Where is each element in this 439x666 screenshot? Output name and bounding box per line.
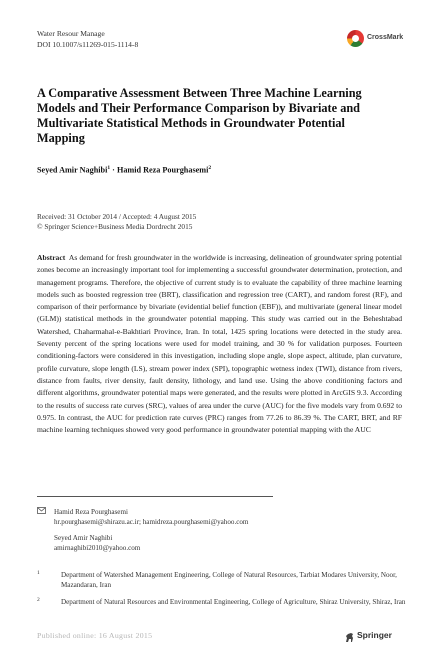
copyright: © Springer Science+Business Media Dordrecht 2015 <box>37 222 193 232</box>
author-line <box>37 165 211 175</box>
published-online: Published online: 16 August 2015 <box>37 631 153 640</box>
crossmark-label: CrossMark <box>367 34 404 41</box>
affiliation-marker: 1 <box>107 165 111 171</box>
abstract-text: As demand for fresh groundwater in the worldwide is increasing, delineation of groundwater spring potential zones become an increasingly important tool for implementing a successful groundwater determination, protection, and management programs. Therefore, the objective of current study is to evaluate the capability of three machine learning models such as boosted regression tree (BRT), classification and regression tree (CART), and random forest (RF), and comparison of their performance by bivariate (evidential belief function (EBF)), and multivariate (general linear model (GLM)) statistical methods in the groundwater potential mapping. This study was carried out in the Beheshtabad Watershed, Chaharmahal-e-Bakhtiari Province, Iran. In total, 1425 spring locations were detected in the study area. Seventy percent of the spring locations were used for model training, and 30 % for validation purposes. Fourteen conditioning-factors were considered in this investigation, including slope angle, slope aspect, altitude, plan curvature, profile curvature, slope length (LS), stream power index (SPI), topographic wetness index (TWI), distance from rivers, distance from faults, river density, fault density, lithology, and land use. Using the above conditioning factors and different algorithms, groundwater potential maps were generated, and the results were plotted in ArcGIS 9.3. According to the results of success rate curves (SRC), values of area under the curve (AUC) for the five models vary from 0.692 to 0.975. In contrast, the AUC for prediction rate curves (PRC) ranges from 77.26 to 86.39 %. The CART, BRT, and RF machine learning techniques showed very good performance in groundwater potential mapping with the AUC <box>37 253 402 435</box>
springer-horse-icon <box>344 630 355 641</box>
envelope-icon <box>37 507 54 517</box>
publication-history <box>37 212 196 232</box>
journal-name: Water Resour Manage <box>37 29 105 38</box>
affiliation-text: Department of Watershed Management Engineering, College of Natural Resources, Tarbiat Modares University, Noor, Mazandaran, Iran <box>61 571 397 590</box>
footnote-divider <box>37 496 273 497</box>
doi[interactable]: DOI 10.1007/s11269-015-1114-8 <box>37 39 139 49</box>
paper-title: A Comparative Assessment Between Three Machine Learning Models and Their Performance Comparison by Bivariate and Multivariate Statistical Methods in Groundwater Potential Mapping <box>37 86 362 146</box>
author-name[interactable]: Seyed Amir Naghibi <box>37 165 108 175</box>
affiliations <box>37 570 406 607</box>
affiliation-number: 1 <box>37 570 40 576</box>
affiliation-marker: 2 <box>208 165 212 171</box>
crossmark-badge[interactable] <box>347 30 409 50</box>
contact-name: Hamid Reza Pourghasemi <box>54 508 128 516</box>
affiliation-text: Department of Natural Resources and Environmental Engineering, College of Agriculture, Shiraz University, Shiraz, Iran <box>61 597 406 606</box>
affiliation-item <box>37 570 406 591</box>
correspondence <box>37 507 248 553</box>
abstract-label: Abstract <box>37 253 66 262</box>
abstract <box>37 252 402 436</box>
received-accepted: Received: 31 October 2014 / Accepted: 4 August 2015 <box>37 212 197 221</box>
contact-email[interactable]: amirnaghibi2010@yahoo.com <box>54 543 141 552</box>
publisher-logo <box>344 629 404 643</box>
crossmark-icon <box>347 30 364 47</box>
affiliation-item <box>37 597 406 607</box>
author-separator: · <box>110 165 117 175</box>
journal-header <box>37 29 138 50</box>
affiliation-number: 2 <box>37 596 40 603</box>
publisher-name: Springer <box>357 630 392 640</box>
author-name[interactable]: Hamid Reza Pourghasemi <box>116 165 209 175</box>
contact-name: Seyed Amir Naghibi <box>54 533 113 542</box>
contact-email[interactable]: hr.pourghasemi@shirazu.ac.ir; hamidreza.pourghasemi@yahoo.com <box>54 518 249 527</box>
